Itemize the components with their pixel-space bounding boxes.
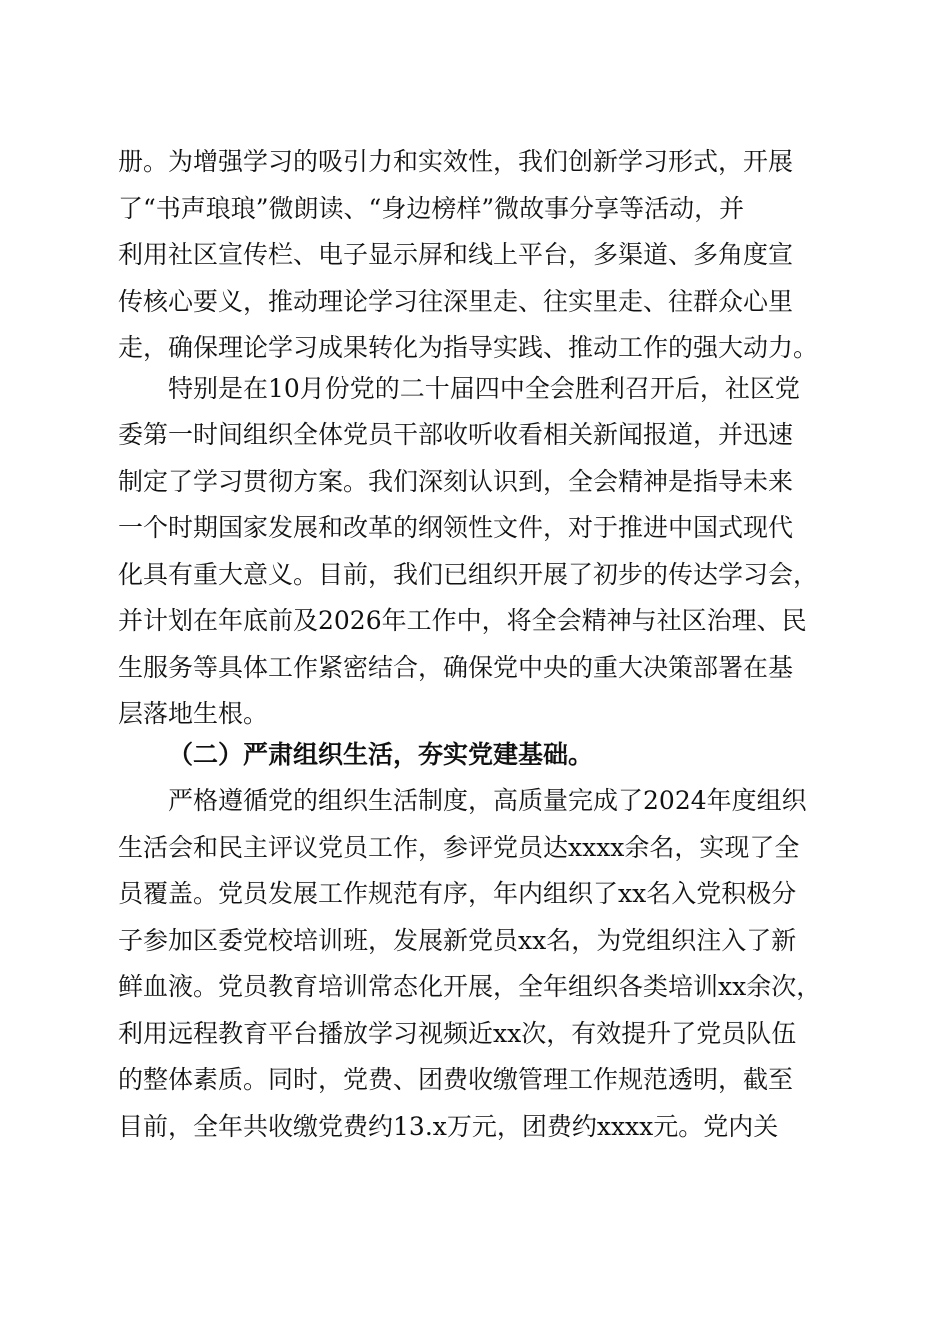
paragraph-line: 一个时期国家发展和改革的纲领性文件，对于推进中国式现代: [118, 513, 794, 542]
paragraph-line: 利用社区宣传栏、电子显示屏和线上平台，多渠道、多角度宣: [118, 240, 794, 269]
section-heading: （二）严肃组织生活，夯实党建基础。: [168, 740, 594, 769]
paragraph-line: 特别是在10月份党的二十届四中全会胜利召开后，社区党: [168, 374, 800, 403]
paragraph-line: 传核心要义，推动理论学习往深里走、往实里走、往群众心里: [118, 287, 794, 316]
paragraph-line: 册。为增强学习的吸引力和实效性，我们创新学习形式，开展: [118, 147, 794, 176]
paragraph-line: 层落地生根。: [118, 699, 269, 728]
paragraph-line: 鲜血液。党员教育培训常态化开展，全年组织各类培训xx余次，: [118, 972, 822, 1001]
paragraph-line: 严格遵循党的组织生活制度，高质量完成了2024年度组织: [168, 786, 807, 815]
paragraph-line: 员覆盖。党员发展工作规范有序，年内组织了xx名入党积极分: [118, 879, 797, 908]
paragraph-line: 生服务等具体工作紧密结合，确保党中央的重大决策部署在基: [118, 653, 794, 682]
paragraph-line: 了“书声琅琅”微朗读、“身边榜样”微故事分享等活动，并: [118, 194, 745, 223]
paragraph-line: 委第一时间组织全体党员干部收听收看相关新闻报道，并迅速: [118, 420, 794, 449]
paragraph-line: 子参加区委党校培训班，发展新党员xx名，为党组织注入了新: [118, 926, 797, 955]
paragraph-line: 走，确保理论学习成果转化为指导实践、推动工作的强大动力。: [118, 333, 819, 362]
paragraph-line: 生活会和民主评议党员工作，参评党员达xxxx余名，实现了全: [118, 833, 800, 862]
paragraph-line: 利用远程教育平台播放学习视频近xx次，有效提升了党员队伍: [118, 1019, 797, 1048]
paragraph-line: 化具有重大意义。目前，我们已组织开展了初步的传达学习会，: [118, 560, 819, 589]
paragraph-line: 的整体素质。同时，党费、团费收缴管理工作规范透明，截至: [118, 1065, 794, 1094]
paragraph-line: 制定了学习贯彻方案。我们深刻认识到，全会精神是指导未来: [118, 467, 794, 496]
paragraph-line: 目前，全年共收缴党费约13.x万元，团费约xxxx元。党内关: [118, 1112, 779, 1141]
paragraph-line: 并计划在年底前及2026年工作中，将全会精神与社区治理、民: [118, 606, 807, 635]
